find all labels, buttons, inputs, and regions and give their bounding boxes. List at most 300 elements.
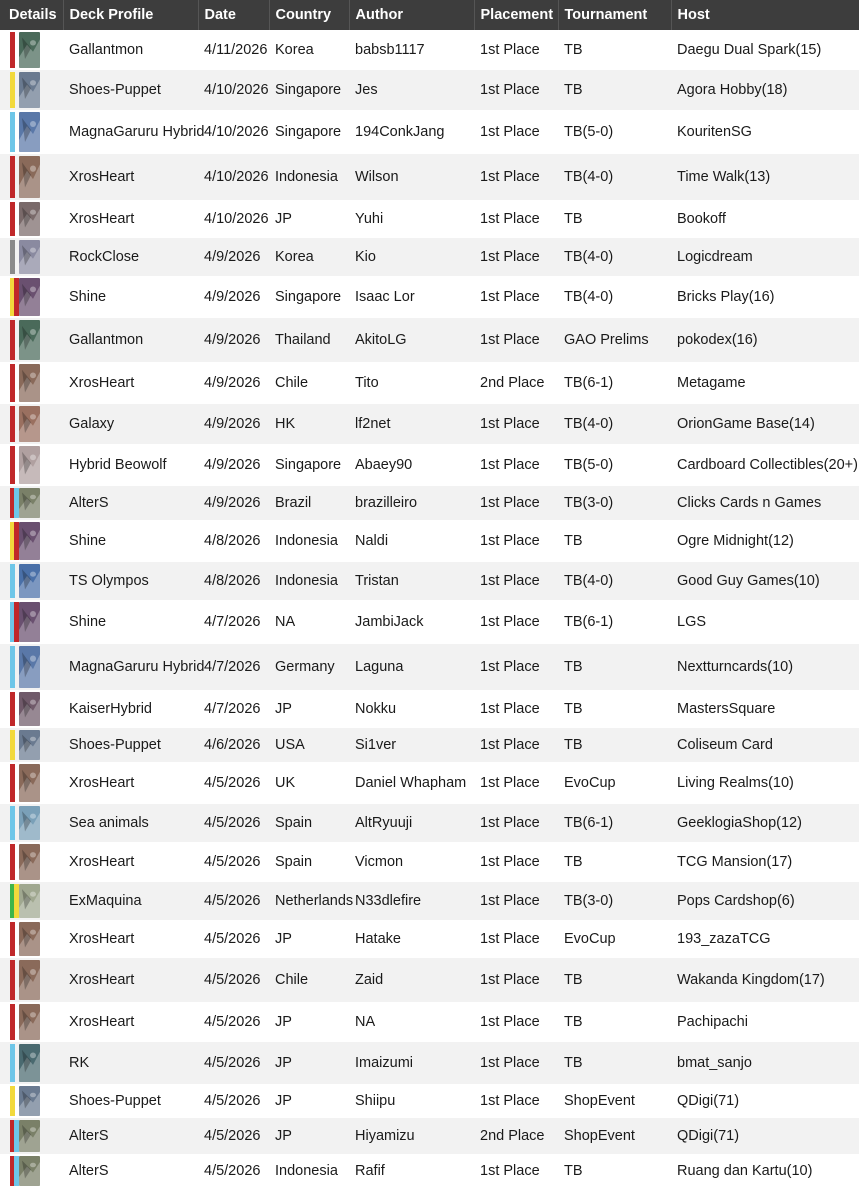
cell-deck-name[interactable]: KaiserHybrid <box>69 701 152 717</box>
cell-placement: 1st Place <box>480 1163 540 1179</box>
cell-placement: 1st Place <box>480 614 540 630</box>
cell-country: Indonesia <box>269 562 349 600</box>
cell-host: Pops Cardshop(6) <box>671 882 859 920</box>
cell-placement: 1st Place <box>474 1042 558 1084</box>
table-header-row <box>0 0 859 30</box>
cell-tournament: TB <box>564 533 583 549</box>
column-header-placement[interactable]: Placement <box>474 0 558 30</box>
table-row[interactable] <box>0 644 859 690</box>
cell-author: Shiipu <box>355 1093 396 1109</box>
cell-host: QDigi(71) <box>671 1118 859 1154</box>
cell-country: Spain <box>275 854 313 870</box>
cell-author: brazilleiro <box>349 486 474 520</box>
cell-author: Tristan <box>349 562 474 600</box>
cell-deck-name[interactable]: Shoes-Puppet <box>69 1093 161 1109</box>
cell-deck-name[interactable]: Gallantmon <box>63 318 198 362</box>
deck-thumbnail-icon[interactable] <box>19 1004 40 1040</box>
cell-tournament: TB <box>564 854 583 870</box>
cell-author: Wilson <box>349 154 474 200</box>
table-row[interactable] <box>0 600 859 644</box>
cell-tournament: TB(4-0) <box>558 404 671 444</box>
cell-host: GeeklogiaShop(12) <box>671 804 859 842</box>
table-row[interactable] <box>0 30 859 70</box>
cell-tournament: TB(4-0) <box>558 154 671 200</box>
table-row[interactable] <box>0 1118 859 1154</box>
cell-host: TCG Mansion(17) <box>677 854 793 870</box>
deck-color-bar <box>10 406 15 442</box>
deck-thumbnail-icon[interactable] <box>19 156 40 198</box>
table-row[interactable] <box>0 728 859 762</box>
cell-host: Living Realms(10) <box>677 775 794 791</box>
cell-host: pokodex(16) <box>671 318 859 362</box>
cell-host: Metagame <box>677 375 746 391</box>
cell-tournament: TB <box>558 644 671 690</box>
cell-host: Time Walk(13) <box>671 154 859 200</box>
cell-author: Laguna <box>349 644 474 690</box>
cell-deck-name[interactable]: MagnaGaruru Hybrid <box>69 124 205 140</box>
cell-deck-name[interactable]: Shine <box>69 289 107 305</box>
deck-color-bar <box>10 446 15 484</box>
cell-placement: 1st Place <box>480 1093 540 1109</box>
deck-color-bar <box>10 960 15 1000</box>
deck-color-bar <box>10 922 15 956</box>
table-row[interactable] <box>0 276 859 318</box>
table-row[interactable] <box>0 804 859 842</box>
deck-color-bar <box>10 156 15 198</box>
cell-tournament: TB(6-1) <box>564 614 614 630</box>
cell-tournament: TB <box>564 1163 583 1179</box>
table-row[interactable] <box>0 362 859 404</box>
cell-tournament: TB <box>564 211 583 227</box>
cell-tournament: TB <box>558 70 671 110</box>
deck-thumbnail-icon[interactable] <box>19 32 40 68</box>
cell-author: Daniel Whapham <box>355 775 467 791</box>
table-row[interactable] <box>0 486 859 520</box>
cell-author: Kio <box>349 238 474 276</box>
cell-deck-name[interactable]: MagnaGaruru Hybrid <box>63 644 198 690</box>
deck-color-bar <box>10 240 15 274</box>
cell-author: 194ConkJang <box>355 124 445 140</box>
deck-color-bar <box>10 806 15 840</box>
details-cell[interactable] <box>0 1154 63 1188</box>
deck-color-bar <box>10 730 15 760</box>
cell-placement: 1st Place <box>474 728 558 762</box>
cell-placement: 1st Place <box>474 154 558 200</box>
cell-deck-name[interactable]: RockClose <box>63 238 198 276</box>
table-row[interactable] <box>0 70 859 110</box>
cell-country: Netherlands <box>269 882 349 920</box>
cell-placement: 1st Place <box>474 486 558 520</box>
cell-host: 193_zazaTCG <box>677 931 771 947</box>
cell-country: JP <box>275 211 292 227</box>
cell-date: 4/7/2026 <box>198 644 269 690</box>
cell-deck-name[interactable]: Shine <box>69 533 107 549</box>
cell-tournament: ShopEvent <box>564 1093 635 1109</box>
table-row[interactable] <box>0 110 859 154</box>
details-cell[interactable] <box>0 600 63 644</box>
details-cell[interactable] <box>0 762 63 804</box>
cell-tournament: TB(3-0) <box>558 486 671 520</box>
cell-host: Daegu Dual Spark(15) <box>677 42 822 58</box>
deck-color-bar <box>10 564 15 598</box>
cell-date: 4/5/2026 <box>204 1014 261 1030</box>
details-cell[interactable] <box>0 318 63 362</box>
deck-thumbnail-icon[interactable] <box>19 1044 40 1082</box>
table-row[interactable] <box>0 520 859 562</box>
details-cell[interactable] <box>0 804 63 842</box>
cell-placement: 1st Place <box>474 404 558 444</box>
table-row[interactable] <box>0 562 859 600</box>
cell-date: 4/7/2026 <box>204 614 261 630</box>
cell-placement: 1st Place <box>480 42 540 58</box>
deck-thumbnail-icon[interactable] <box>19 806 40 840</box>
details-cell[interactable] <box>0 728 63 762</box>
cell-tournament: TB <box>564 1014 583 1030</box>
cell-tournament: EvoCup <box>564 931 616 947</box>
details-cell[interactable] <box>0 842 63 882</box>
cell-country: USA <box>269 728 349 762</box>
cell-deck-name[interactable]: AlterS <box>69 1163 109 1179</box>
deck-color-bar <box>10 72 15 108</box>
cell-tournament: TB(3-0) <box>558 882 671 920</box>
cell-date: 4/5/2026 <box>204 931 261 947</box>
cell-placement: 1st Place <box>474 882 558 920</box>
cell-host: Nextturncards(10) <box>671 644 859 690</box>
cell-country: Brazil <box>269 486 349 520</box>
cell-country: JP <box>275 1014 292 1030</box>
deck-thumbnail-icon[interactable] <box>19 1086 40 1116</box>
cell-tournament: TB <box>558 728 671 762</box>
deck-thumbnail-icon[interactable] <box>19 446 40 484</box>
details-cell[interactable] <box>0 644 63 690</box>
cell-placement: 1st Place <box>480 533 540 549</box>
cell-date: 4/5/2026 <box>204 1093 261 1109</box>
cell-country: JP <box>275 1093 292 1109</box>
deck-thumbnail-icon[interactable] <box>19 1156 40 1186</box>
cell-author: Imaizumi <box>349 1042 474 1084</box>
details-cell[interactable] <box>0 70 63 110</box>
cell-author: NA <box>355 1014 376 1030</box>
details-cell[interactable] <box>0 920 63 958</box>
cell-country: Singapore <box>275 124 342 140</box>
cell-deck-name[interactable]: AlterS <box>63 486 198 520</box>
deck-color-bar <box>10 320 15 360</box>
deck-color-bar <box>10 764 15 802</box>
cell-country: JP <box>269 1118 349 1154</box>
deck-color-bar <box>10 202 15 236</box>
cell-date: 4/10/2026 <box>204 124 269 140</box>
cell-tournament: TB(4-0) <box>558 238 671 276</box>
cell-author: babsb1117 <box>355 42 425 58</box>
cell-tournament: TB(4-0) <box>558 562 671 600</box>
cell-author: Si1ver <box>349 728 474 762</box>
deck-thumbnail-icon[interactable] <box>19 406 40 442</box>
cell-date: 4/9/2026 <box>204 289 261 305</box>
cell-date: 4/5/2026 <box>204 775 261 791</box>
deck-thumbnail-icon[interactable] <box>19 112 40 152</box>
cell-country: Indonesia <box>269 154 349 200</box>
cell-deck-name[interactable]: XrosHeart <box>69 931 135 947</box>
cell-country: Singapore <box>275 289 342 305</box>
cell-date: 4/5/2026 <box>198 804 269 842</box>
cell-date: 4/9/2026 <box>204 457 261 473</box>
cell-country: Spain <box>269 804 349 842</box>
cell-deck-name[interactable]: Shoes-Puppet <box>63 728 198 762</box>
cell-date: 4/5/2026 <box>198 882 269 920</box>
cell-country: Singapore <box>275 457 342 473</box>
table-row[interactable] <box>0 1002 859 1042</box>
cell-country: Germany <box>269 644 349 690</box>
table-row[interactable] <box>0 200 859 238</box>
cell-deck-name[interactable]: TS Olympos <box>63 562 198 600</box>
cell-country: JP <box>275 931 292 947</box>
cell-date: 4/5/2026 <box>204 1163 261 1179</box>
cell-date: 4/10/2026 <box>198 70 269 110</box>
cell-date: 4/8/2026 <box>204 533 261 549</box>
cell-host: KouritenSG <box>677 124 752 140</box>
column-header-date[interactable]: Date <box>198 0 269 30</box>
cell-host: Coliseum Card <box>671 728 859 762</box>
table-row[interactable] <box>0 762 859 804</box>
cell-placement: 1st Place <box>480 457 540 473</box>
column-header-country[interactable]: Country <box>269 0 349 30</box>
cell-host: Clicks Cards n Games <box>671 486 859 520</box>
cell-deck-name[interactable]: RK <box>63 1042 198 1084</box>
cell-deck-name[interactable]: Shine <box>69 614 107 630</box>
cell-author: AkitoLG <box>349 318 474 362</box>
cell-date: 4/11/2026 <box>204 42 268 58</box>
cell-date: 4/9/2026 <box>198 238 269 276</box>
table-row[interactable] <box>0 238 859 276</box>
cell-country: Indonesia <box>275 1163 338 1179</box>
deck-thumbnail-icon[interactable] <box>19 646 40 688</box>
deck-thumbnail-icon[interactable] <box>19 72 40 108</box>
cell-date: 4/9/2026 <box>198 404 269 444</box>
deck-thumbnail-icon[interactable] <box>19 960 40 1000</box>
details-cell[interactable] <box>0 154 63 200</box>
cell-tournament: TB(6-1) <box>564 375 614 391</box>
cell-date: 4/9/2026 <box>204 375 261 391</box>
cell-date: 4/6/2026 <box>198 728 269 762</box>
cell-tournament: TB(6-1) <box>558 804 671 842</box>
details-cell[interactable] <box>0 1002 63 1042</box>
cell-date: 4/10/2026 <box>204 211 269 227</box>
table-row[interactable] <box>0 690 859 728</box>
cell-placement: 1st Place <box>474 238 558 276</box>
details-cell[interactable] <box>0 238 63 276</box>
cell-deck-name[interactable]: Shoes-Puppet <box>63 70 198 110</box>
cell-deck-name[interactable]: Galaxy <box>63 404 198 444</box>
cell-tournament: TB(5-0) <box>564 124 614 140</box>
deck-color-bar <box>10 112 15 152</box>
cell-date: 4/9/2026 <box>198 486 269 520</box>
table-row[interactable] <box>0 154 859 200</box>
cell-host: QDigi(71) <box>677 1093 740 1109</box>
cell-placement: 1st Place <box>480 289 540 305</box>
details-cell[interactable] <box>0 690 63 728</box>
deck-color-bar <box>10 364 15 402</box>
table-row[interactable] <box>0 842 859 882</box>
table-row[interactable] <box>0 920 859 958</box>
deck-thumbnail-icon[interactable] <box>19 764 40 802</box>
details-cell[interactable] <box>0 1084 63 1118</box>
deck-thumbnail-icon[interactable] <box>19 1120 40 1152</box>
cell-host: LGS <box>677 614 707 630</box>
cell-date: 4/5/2026 <box>198 1118 269 1154</box>
cell-host: Pachipachi <box>677 1014 748 1030</box>
cell-host: bmat_sanjo <box>671 1042 859 1084</box>
cell-country: HK <box>269 404 349 444</box>
cell-host: Good Guy Games(10) <box>671 562 859 600</box>
cell-author: Tito <box>355 375 379 391</box>
cell-author: Naldi <box>355 533 389 549</box>
cell-author: Hatake <box>355 931 401 947</box>
column-header-host[interactable]: Host <box>671 0 859 30</box>
cell-placement: 1st Place <box>480 124 540 140</box>
details-cell[interactable] <box>0 362 63 404</box>
cell-date: 4/5/2026 <box>204 854 261 870</box>
table-row[interactable] <box>0 1084 859 1118</box>
table-row[interactable] <box>0 958 859 1002</box>
cell-author: AltRyuuji <box>349 804 474 842</box>
cell-host: Bricks Play(16) <box>677 289 775 305</box>
deck-thumbnail-icon[interactable] <box>19 240 40 274</box>
details-cell[interactable] <box>0 1118 63 1154</box>
deck-thumbnail-icon[interactable] <box>19 844 40 880</box>
deck-thumbnail-icon[interactable] <box>19 522 40 560</box>
cell-author: JambiJack <box>355 614 424 630</box>
details-cell[interactable] <box>0 30 63 70</box>
details-cell[interactable] <box>0 276 63 318</box>
cell-country: Singapore <box>269 70 349 110</box>
deck-color-bar <box>10 844 15 880</box>
details-cell[interactable] <box>0 486 63 520</box>
cell-deck-name[interactable]: AlterS <box>63 1118 198 1154</box>
deck-thumbnail-icon[interactable] <box>19 488 40 518</box>
table-row[interactable] <box>0 404 859 444</box>
details-cell[interactable] <box>0 520 63 562</box>
table-row[interactable] <box>0 1154 859 1188</box>
details-cell[interactable] <box>0 958 63 1002</box>
cell-host: OrionGame Base(14) <box>671 404 859 444</box>
deck-thumbnail-icon[interactable] <box>19 564 40 598</box>
deck-thumbnail-icon[interactable] <box>19 320 40 360</box>
cell-deck-name[interactable]: XrosHeart <box>69 1014 135 1030</box>
details-cell[interactable] <box>0 404 63 444</box>
table-row[interactable] <box>0 318 859 362</box>
cell-country: Korea <box>275 42 314 58</box>
cell-date: 4/5/2026 <box>198 1042 269 1084</box>
cell-host: Logicdream <box>671 238 859 276</box>
cell-date: 4/7/2026 <box>204 701 261 717</box>
cell-date: 4/5/2026 <box>198 958 269 1002</box>
cell-author: Hiyamizu <box>349 1118 474 1154</box>
cell-country: Korea <box>269 238 349 276</box>
cell-placement: 1st Place <box>480 701 540 717</box>
deck-thumbnail-icon[interactable] <box>19 884 40 918</box>
cell-tournament: TB(5-0) <box>564 457 614 473</box>
cell-placement: 2nd Place <box>474 1118 558 1154</box>
cell-host: Bookoff <box>677 211 726 227</box>
cell-deck-name[interactable]: XrosHeart <box>63 958 198 1002</box>
table-row[interactable] <box>0 444 859 486</box>
cell-date: 4/10/2026 <box>198 154 269 200</box>
table-row[interactable] <box>0 882 859 920</box>
cell-deck-name[interactable]: XrosHeart <box>69 211 135 227</box>
deck-thumbnail-icon[interactable] <box>19 602 40 642</box>
cell-placement: 1st Place <box>474 804 558 842</box>
cell-deck-name[interactable]: XrosHeart <box>69 375 135 391</box>
cell-author: Yuhi <box>355 211 384 227</box>
deck-thumbnail-icon[interactable] <box>19 692 40 726</box>
deck-color-bar <box>10 1044 15 1082</box>
cell-tournament: EvoCup <box>564 775 616 791</box>
cell-author: lf2net <box>349 404 474 444</box>
details-cell[interactable] <box>0 882 63 920</box>
cell-placement: 1st Place <box>480 854 540 870</box>
cell-author: Isaac Lor <box>355 289 415 305</box>
cell-country: JP <box>275 701 292 717</box>
column-header-tournament[interactable]: Tournament <box>558 0 671 30</box>
deck-thumbnail-icon[interactable] <box>19 730 40 760</box>
cell-country: Chile <box>275 375 309 391</box>
cell-author: Rafif <box>355 1163 385 1179</box>
column-header-details[interactable]: Details <box>0 0 63 30</box>
deck-color-bar <box>10 32 15 68</box>
cell-tournament: TB <box>564 701 583 717</box>
deck-thumbnail-icon[interactable] <box>19 202 40 236</box>
cell-deck-name[interactable]: XrosHeart <box>63 154 198 200</box>
cell-author: Nokku <box>355 701 397 717</box>
cell-author: N33dlefire <box>349 882 474 920</box>
cell-author: Abaey90 <box>355 457 413 473</box>
cell-deck-name[interactable]: Gallantmon <box>69 42 144 58</box>
cell-tournament: TB <box>558 958 671 1002</box>
cell-host: Cardboard Collectibles(20+) <box>677 457 858 473</box>
details-cell[interactable] <box>0 444 63 486</box>
details-cell[interactable] <box>0 562 63 600</box>
cell-placement: 2nd Place <box>480 375 545 391</box>
cell-placement: 1st Place <box>480 931 540 947</box>
deck-color-bar <box>10 1086 15 1116</box>
cell-host: Agora Hobby(18) <box>671 70 859 110</box>
column-header-author[interactable]: Author <box>349 0 474 30</box>
cell-deck-name[interactable]: Hybrid Beowolf <box>69 457 167 473</box>
cell-deck-name[interactable]: XrosHeart <box>69 854 135 870</box>
cell-placement: 1st Place <box>474 318 558 362</box>
details-cell[interactable] <box>0 200 63 238</box>
details-cell[interactable] <box>0 110 63 154</box>
cell-tournament: TB <box>564 42 583 58</box>
cell-deck-name[interactable]: ExMaquina <box>63 882 198 920</box>
cell-country: Chile <box>269 958 349 1002</box>
cell-tournament: TB(4-0) <box>564 289 614 305</box>
deck-thumbnail-icon[interactable] <box>19 278 40 316</box>
cell-tournament: ShopEvent <box>558 1118 671 1154</box>
cell-date: 4/8/2026 <box>198 562 269 600</box>
column-header-deck-profile[interactable]: Deck Profile <box>63 0 198 30</box>
cell-host: MastersSquare <box>677 701 776 717</box>
cell-author: Zaid <box>349 958 474 1002</box>
deck-thumbnail-icon[interactable] <box>19 922 40 956</box>
cell-deck-name[interactable]: XrosHeart <box>69 775 135 791</box>
deck-thumbnail-icon[interactable] <box>19 364 40 402</box>
cell-tournament: GAO Prelims <box>558 318 671 362</box>
cell-deck-name[interactable]: Sea animals <box>63 804 198 842</box>
deck-color-bar <box>10 692 15 726</box>
details-cell[interactable] <box>0 1042 63 1084</box>
table-row[interactable] <box>0 1042 859 1084</box>
